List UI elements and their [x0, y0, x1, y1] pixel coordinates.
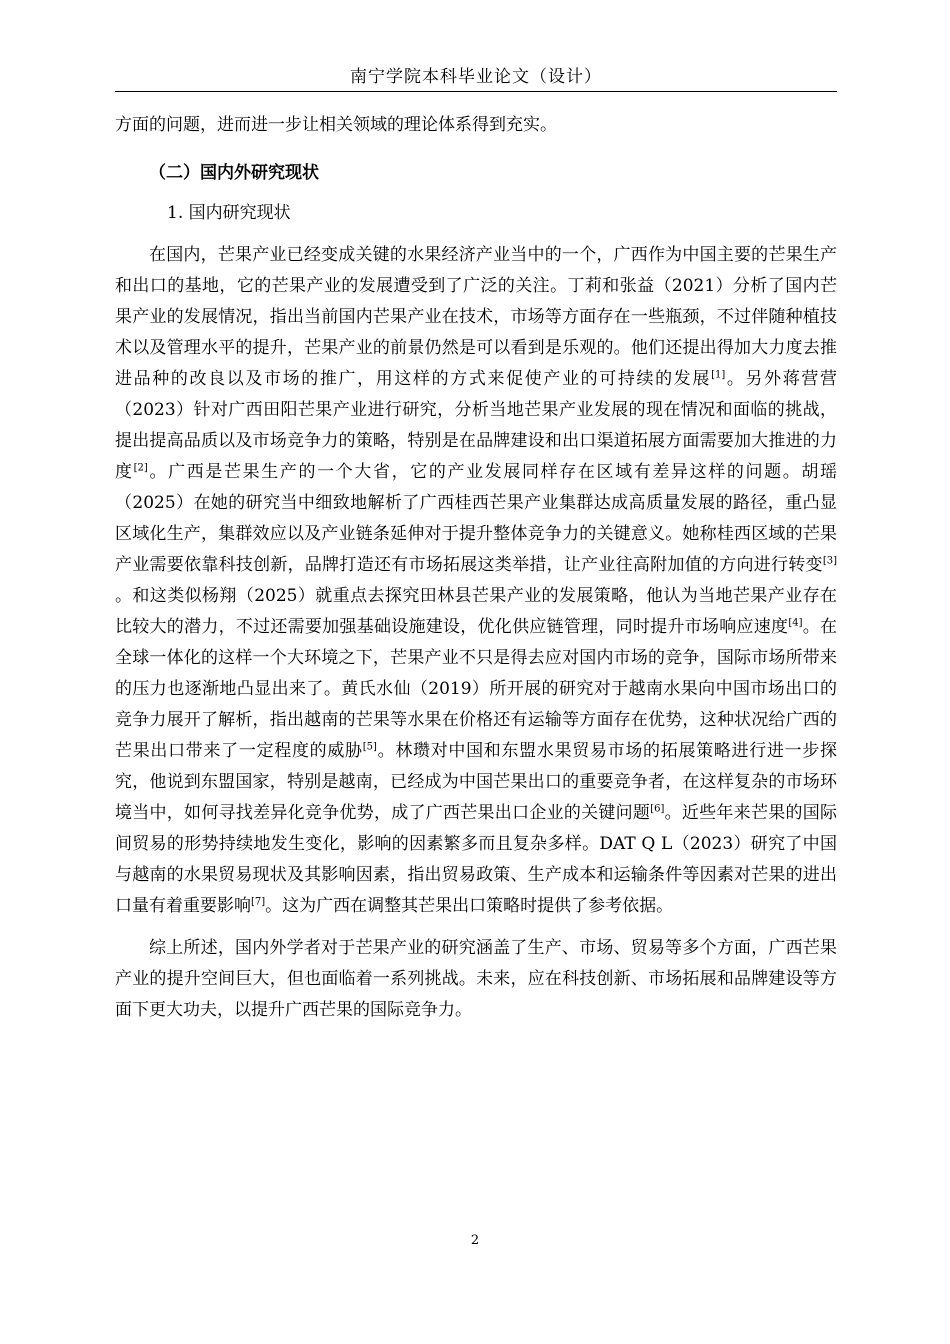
paragraph-text: 。近些年来芒果的国际间贸易的形势持续地发生变化，影响的因素繁多而且复杂多样。DAT Q L（2023）研究了中国与越南的水果贸易现状及其影响因素，指出贸易政策、生产成本和运输条件等因素对芒果的进出口量有着重要影响: [115, 803, 837, 916]
citation-ref: [4]: [788, 617, 803, 629]
paragraph-text: 。在全球一体化的这样一个大环境之下，芒果产业不只是得去应对国内市场的竞争，国际市场所带来的压力也逐渐地凸显出来了。黄氏水仙（2019）所开展的研究对于越南水果向中国市场出口的竞争力展开了解析，指出越南的芒果等水果在价格还有运输等方面存在优势，这种状况给广西的芒果出口带来了一定程度的威胁: [115, 617, 838, 761]
paragraph-text: 。林瓒对中国和东盟水果贸易市场的拓展策略进行进一步探究，他说到东盟国家，特别是越南，已经成为中国芒果出口的重要竞争者，在这样复杂的市场环境当中，如何寻找差异化竞争优势，成了广西芒果出口企业的关键问题: [115, 741, 838, 823]
citation-ref: [3]: [822, 555, 837, 567]
citation-ref: [6]: [650, 803, 665, 815]
citation-ref: [5]: [362, 741, 377, 753]
citation-ref: [2]: [133, 462, 148, 474]
section-heading: （二）国内外研究现状: [149, 163, 319, 183]
body-paragraph-domestic-research: [115, 240, 837, 922]
body-content: [115, 110, 837, 1026]
paragraph-text: 在国内，芒果产业已经变成关键的水果经济产业当中的一个，广西作为中国主要的芒果生产和出口的基地，它的芒果产业的发展遭受到了广泛的关注。丁莉和张益（2021）分析了国内芒果产业的发展情况，指出当前国内芒果产业在技术，市场等方面存在一些瓶颈，不过伴随种植技术以及管理水平的提升，芒果产业的前景仍然是可以看到是乐观的。他们还提出得加大力度去推进品种的改良以及市场的推广，用这样的方式来促使产业的可持续的发展: [115, 245, 837, 389]
citation-ref: [7]: [251, 896, 266, 908]
paragraph-text: 。广西是芒果生产的一个大省，它的产业发展同样存在区域有差异这样的问题。胡瑶（2025）在她的研究当中细致地解析了广西桂西芒果产业集群达成高质量发展的路径，重凸显区域化生产，集群效应以及产业链条延伸对于提升整体竞争力的关键意义。她称桂西区域的芒果产业需要依靠科技创新，品牌打造还有市场拓展这类举措，让产业往高附加值的方向进行转变: [115, 462, 838, 575]
body-paragraph-summary: 综上所述，国内外学者对于芒果产业的研究涵盖了生产、市场、贸易等多个方面，广西芒果产业的提升空间巨大，但也面临着一系列挑战。未来，应在科技创新、市场拓展和品牌建设等方面下更大功夫，以提升广西芒果的国际竞争力。: [115, 938, 837, 1020]
subsection-heading: 1. 国内研究现状: [167, 203, 291, 223]
paragraph-text: 。另外蒋营营（2023）针对广西田阳芒果产业进行研究，分析当地芒果产业发展的现在情况和面临的挑战，提出提高品质以及市场竞争力的策略，特别是在品牌建设和出口渠道拓展方面需要加大推进的力度: [115, 369, 838, 482]
intro-fragment: 方面的问题，进而进一步让相关领域的理论体系得到充实。: [115, 115, 557, 135]
paragraph-text: 。这为广西在调整其芒果出口策略时提供了参考依据。: [265, 896, 674, 916]
running-header: 南宁学院本科毕业论文（设计）: [350, 67, 602, 87]
page-number: 2: [470, 1233, 480, 1248]
paragraph-text: 。和这类似杨翔（2025）就重点去探究田林县芒果产业的发展策略，他认为当地芒果产业存在比较大的潜力，不过还需要加强基础设施建设，优化供应链管理，同时提升市场响应速度: [115, 586, 837, 637]
citation-ref: [1]: [711, 369, 726, 381]
header-rule: [115, 91, 837, 92]
